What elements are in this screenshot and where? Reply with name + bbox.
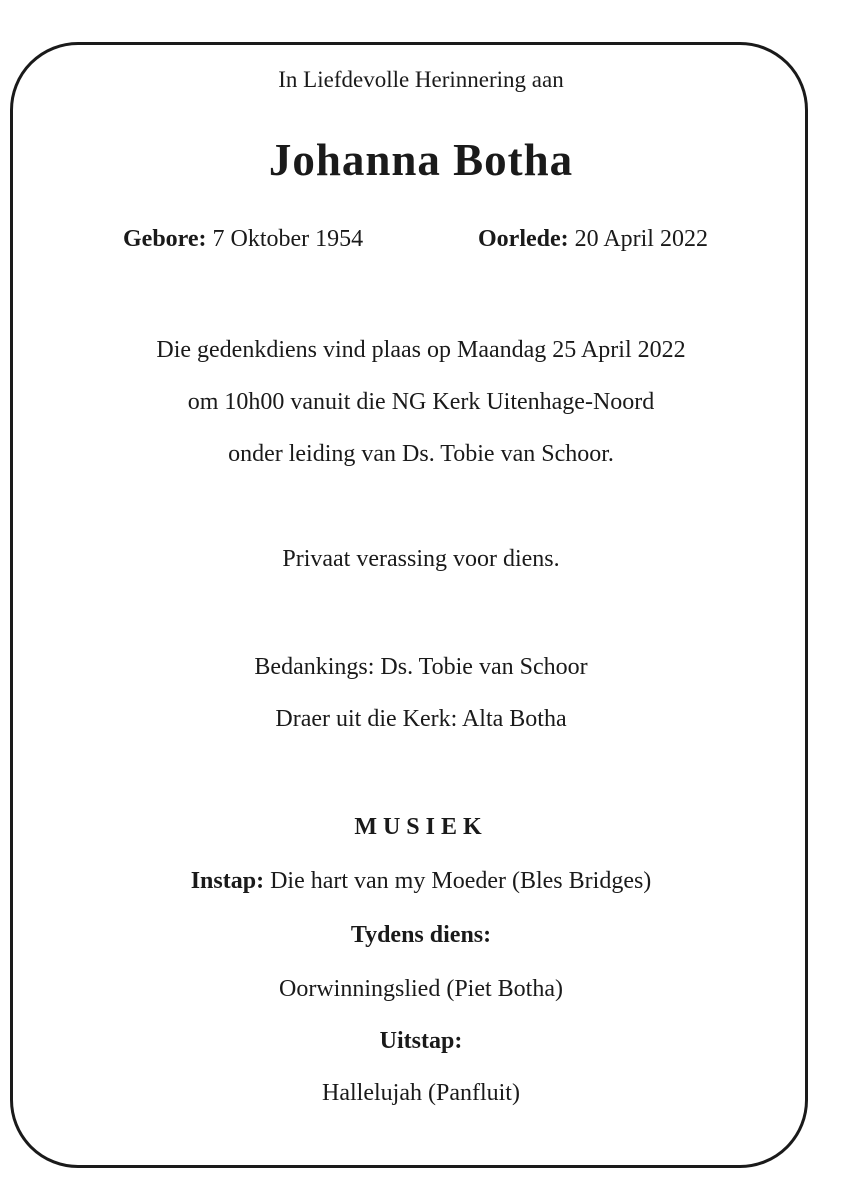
service-line-1: Die gedenkdiens vind plaas op Maandag 25 April 2022 [156,337,686,363]
music-entry-label: Instap: [190,868,265,894]
death-value: 20 April 2022 [574,226,708,252]
cremation-note: Privaat verassing voor diens. [282,546,560,572]
music-entry [0,869,842,893]
death-date [478,227,708,251]
deceased-name: Johanna Botha [268,135,574,185]
birth-date [123,227,363,251]
music-during-value: Oorwinningslied (Piet Botha) [279,976,563,1002]
music-heading: MUSIEK [354,814,488,840]
service-line-2: om 10h00 vanuit die NG Kerk Uitenhage-Noord [187,389,655,415]
intro-line: In Liefdevolle Herinnering aan [278,67,564,92]
music-exit-label: Uitstap: [379,1028,463,1054]
death-label: Oorlede: [478,226,569,252]
music-entry-value: Die hart van my Moeder (Bles Bridges) [270,868,652,894]
music-during-label: Tydens diens: [350,922,492,948]
thanks-line: Bedankings: Ds. Tobie van Schoor [254,654,588,680]
service-line-3: onder leiding van Ds. Tobie van Schoor. [228,441,614,467]
birth-label: Gebore: [123,226,207,252]
music-exit-value: Hallelujah (Panfluit) [322,1080,520,1106]
birth-value: 7 Oktober 1954 [212,226,364,252]
carrier-line: Draer uit die Kerk: Alta Botha [275,706,567,732]
